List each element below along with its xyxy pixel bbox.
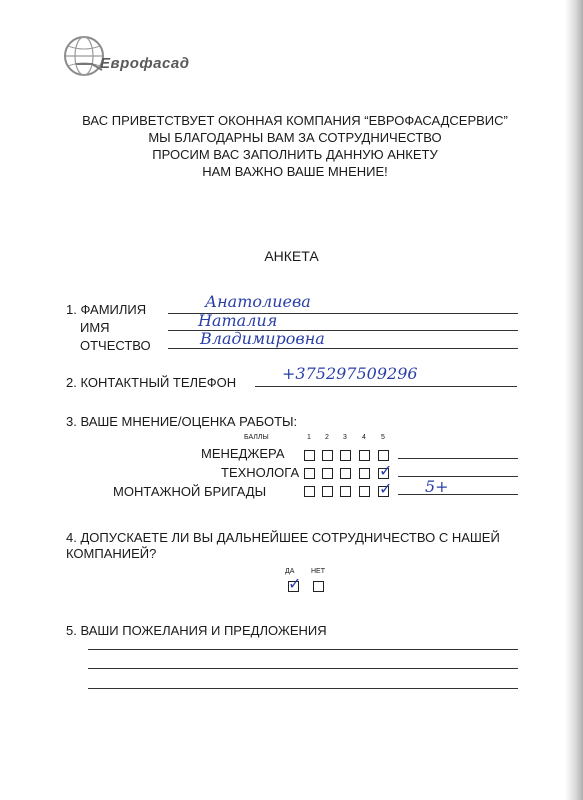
patronymic-line	[168, 348, 518, 349]
phone-label: 2. КОНТАКТНЫЙ ТЕЛЕФОН	[66, 375, 237, 390]
rating-checkbox[interactable]	[340, 450, 351, 461]
rating-note-line	[398, 458, 518, 459]
scale-label: БАЛЛЫ	[244, 434, 269, 441]
phone-line	[255, 386, 517, 387]
scale-number: 5	[381, 434, 385, 441]
check-mark-icon: ✓	[379, 461, 393, 480]
logo-brand-text: Еврофасад	[100, 55, 190, 72]
check-mark-icon: ✓	[379, 479, 393, 498]
scan-edge-shadow	[565, 0, 583, 800]
wishes-line[interactable]	[88, 668, 518, 669]
rating-checkbox[interactable]	[322, 486, 333, 497]
intro-line: МЫ БЛАГОДАРНЫ ВАМ ЗА СОТРУДНИЧЕСТВО	[148, 130, 442, 145]
phone-field[interactable]: +375297509296	[282, 364, 418, 383]
form-title: АНКЕТА	[264, 248, 319, 264]
rating-checkbox[interactable]	[304, 450, 315, 461]
rating-checkbox[interactable]	[378, 450, 389, 461]
cooperation-question-line1: 4. ДОПУСКАЕТЕ ЛИ ВЫ ДАЛЬНЕЙШЕЕ СОТРУДНИЧЕСТВО С НАШЕЙ	[66, 530, 500, 545]
rating-checkbox[interactable]	[304, 468, 315, 479]
rating-checkbox[interactable]	[340, 468, 351, 479]
scale-number: 3	[343, 434, 347, 441]
cooperation-question-line2: КОМПАНИЕЙ?	[66, 546, 157, 561]
rating-row-crew-label: МОНТАЖНОЙ БРИГАДЫ	[113, 484, 267, 499]
no-label: НЕТ	[311, 568, 325, 575]
intro-line: ПРОСИМ ВАС ЗАПОЛНИТЬ ДАННУЮ АНКЕТУ	[152, 147, 438, 162]
rating-note-line	[398, 494, 518, 495]
check-mark-icon: ✓	[288, 574, 302, 593]
name-label: ИМЯ	[80, 320, 110, 335]
rating-row-technologist-label: ТЕХНОЛОГА	[221, 465, 300, 480]
rating-checkbox[interactable]	[340, 486, 351, 497]
wishes-label: 5. ВАШИ ПОЖЕЛАНИЯ И ПРЕДЛОЖЕНИЯ	[66, 623, 327, 638]
yes-label: ДА	[285, 568, 295, 575]
rating-checkbox[interactable]	[359, 468, 370, 479]
rating-checkbox[interactable]	[359, 486, 370, 497]
rating-checkbox[interactable]	[322, 468, 333, 479]
intro-text	[40, 112, 550, 180]
rating-note-line	[398, 476, 518, 477]
scale-number: 4	[362, 434, 366, 441]
rating-checkbox[interactable]	[359, 450, 370, 461]
crew-note-field[interactable]: 5+	[425, 477, 449, 496]
rating-checkbox[interactable]	[304, 486, 315, 497]
rating-row-manager-label: МЕНЕДЖЕРА	[201, 446, 285, 461]
patronymic-field[interactable]: Владимировна	[200, 329, 325, 348]
patronymic-label: ОТЧЕСТВО	[80, 338, 151, 353]
rating-label: 3. ВАШЕ МНЕНИЕ/ОЦЕНКА РАБОТЫ:	[66, 414, 298, 429]
surname-field[interactable]: Анатолиева	[205, 292, 311, 311]
name-field[interactable]: Наталия	[198, 311, 278, 330]
intro-line: ВАС ПРИВЕТСТВУЕТ ОКОННАЯ КОМПАНИЯ “ЕВРОФАСАДСЕРВИС”	[82, 113, 508, 128]
wishes-line[interactable]	[88, 649, 518, 650]
no-checkbox[interactable]	[313, 581, 324, 592]
scale-number: 2	[325, 434, 329, 441]
scale-number: 1	[307, 434, 311, 441]
rating-checkbox[interactable]	[322, 450, 333, 461]
wishes-line[interactable]	[88, 688, 518, 689]
surname-label: 1. ФАМИЛИЯ	[66, 302, 147, 317]
intro-line: НАМ ВАЖНО ВАШЕ МНЕНИЕ!	[202, 164, 388, 179]
